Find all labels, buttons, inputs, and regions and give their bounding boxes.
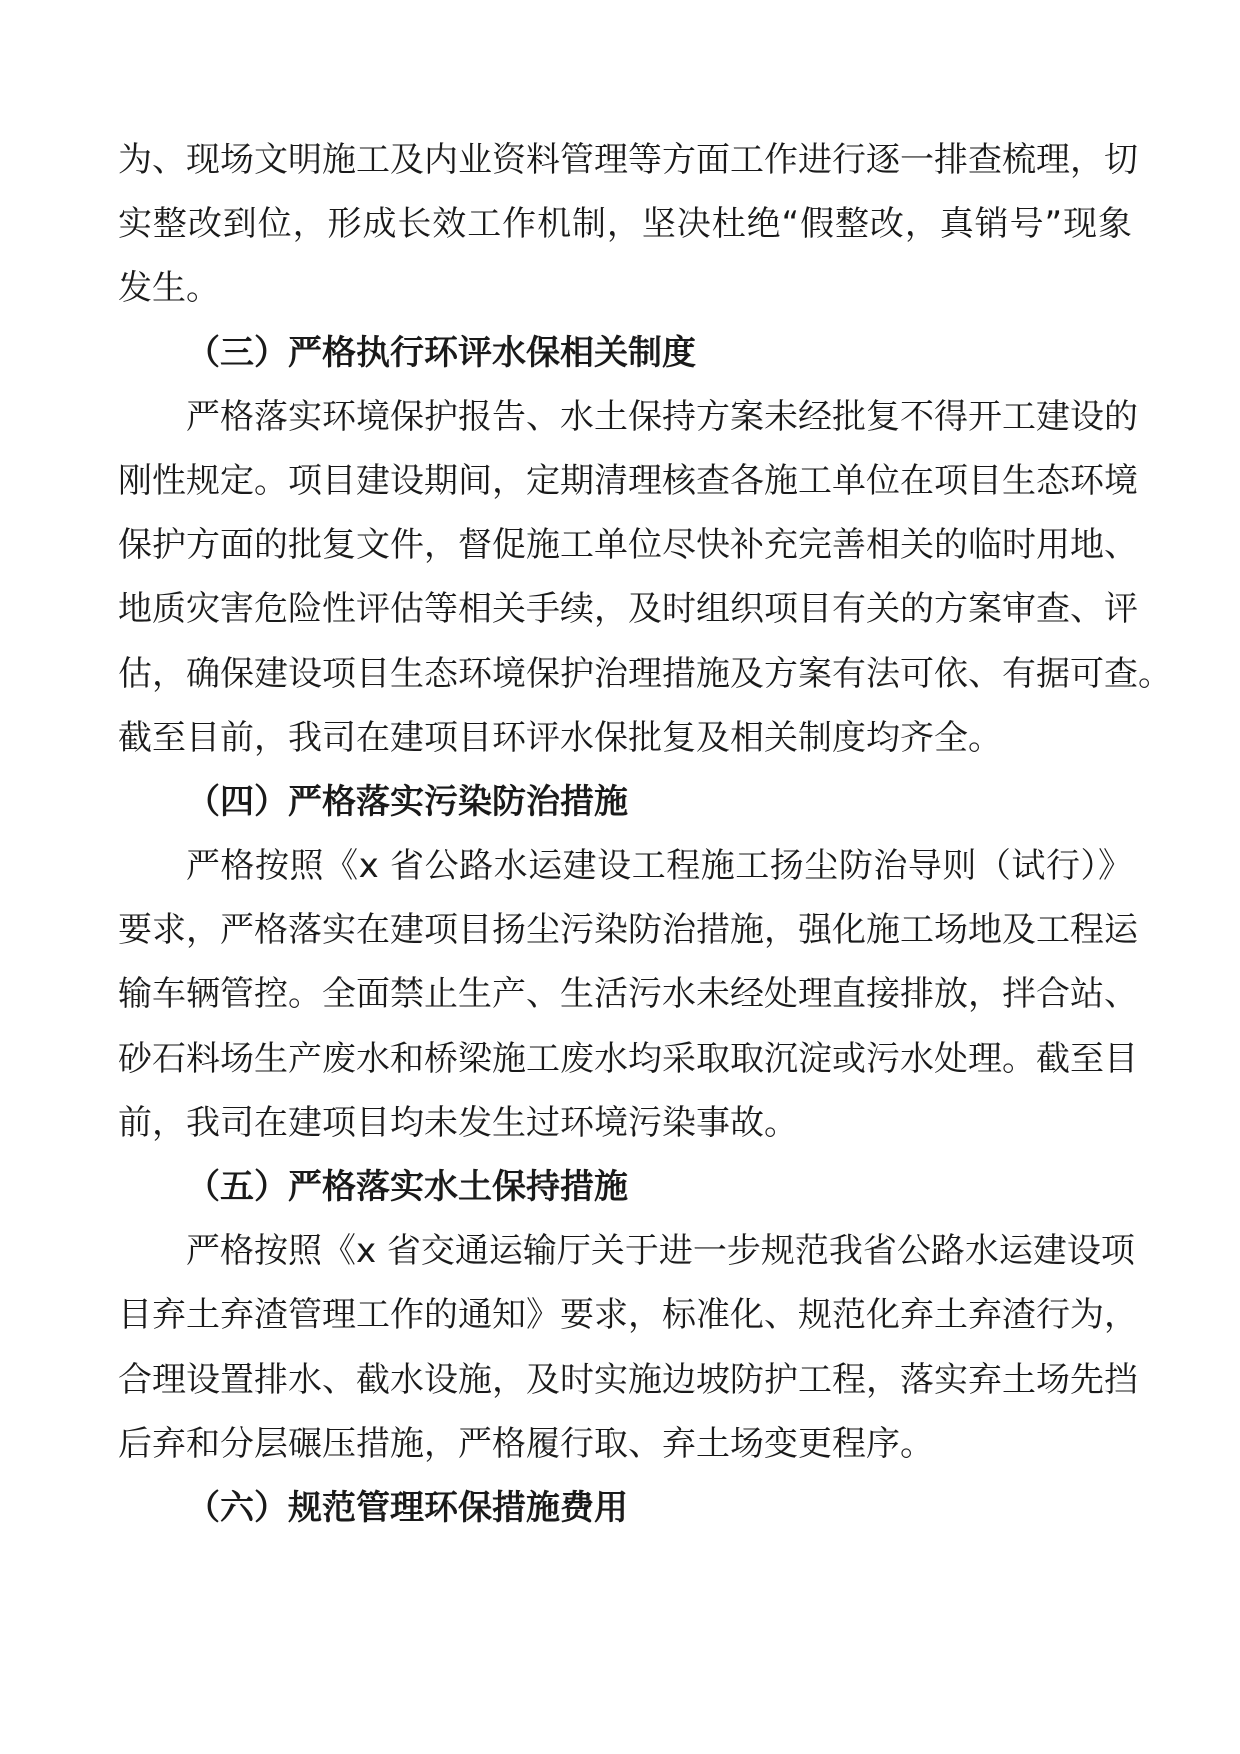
section-heading: （六）规范管理环保措施费用 xyxy=(186,1487,628,1528)
section-heading: （三）严格执行环评水保相关制度 xyxy=(186,332,696,373)
text-line: 截至目前，我司在建项目环评水保批复及相关制度均齐全。 xyxy=(118,717,1002,758)
section-3 xyxy=(118,321,1172,770)
text-line: 输车辆管控。全面禁止生产、生活污水未经处理直接排放，拌合站、 xyxy=(118,974,1138,1015)
document-body xyxy=(118,128,1172,1540)
text-line: 严格按照《x 省交通运输厅关于进一步规范我省公路水运建设项 xyxy=(186,1231,1135,1272)
section-heading: （五）严格落实水土保持措施 xyxy=(186,1167,628,1207)
section-heading: （四）严格落实污染防治措施 xyxy=(186,781,628,822)
text-line: 目弃土弃渣管理工作的通知》要求，标准化、规范化弃土弃渣行为， xyxy=(118,1295,1138,1336)
section-4 xyxy=(118,770,1138,1155)
text-line: 前，我司在建项目均未发生过环境污染事故。 xyxy=(118,1102,798,1143)
text-line: 发生。 xyxy=(118,268,220,309)
section-5 xyxy=(118,1155,1138,1476)
text-line: 后弃和分层碾压措施，严格履行取、弃土场变更程序。 xyxy=(118,1423,934,1464)
intro-paragraph xyxy=(118,128,1138,321)
section-6 xyxy=(118,1476,1132,1540)
text-line: 严格按照《x 省公路水运建设工程施工扬尘防治导则（试行）》 xyxy=(186,846,1132,887)
text-line: 保护方面的批复文件，督促施工单位尽快补充完善相关的临时用地、 xyxy=(118,525,1138,566)
text-line: 砂石料场生产废水和桥梁施工废水均采取取沉淀或污水处理。截至目 xyxy=(118,1038,1138,1079)
text-line: 地质灾害危险性评估等相关手续，及时组织项目有关的方案审查、评 xyxy=(118,589,1138,630)
text-line: 合理设置排水、截水设施，及时实施边坡防护工程，落实弃土场先挡 xyxy=(118,1359,1138,1400)
text-line: 估，确保建设项目生态环境保护治理措施及方案有法可依、有据可查。 xyxy=(118,653,1172,694)
text-line: 实整改到位，形成长效工作机制，坚决杜绝“假整改，真销号”现象 xyxy=(118,204,1132,245)
text-line: 严格落实环境保护报告、水土保持方案未经批复不得开工建设的 xyxy=(186,396,1138,437)
text-line: 要求，严格落实在建项目扬尘污染防治措施，强化施工场地及工程运 xyxy=(118,910,1138,951)
text-line: 为、现场文明施工及内业资料管理等方面工作进行逐一排查梳理，切 xyxy=(118,140,1138,180)
text-line: 刚性规定。项目建设期间，定期清理核查各施工单位在项目生态环境 xyxy=(118,460,1138,501)
